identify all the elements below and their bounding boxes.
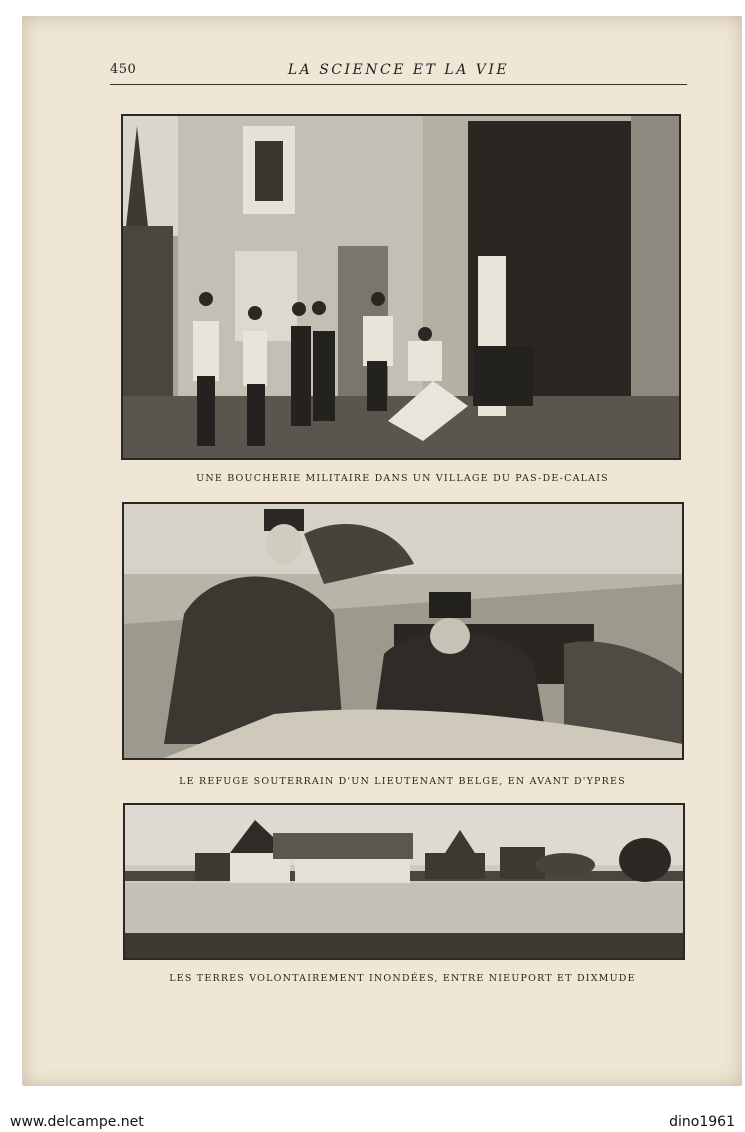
photo-military-butchery (121, 114, 681, 460)
caption-flooded-lands: LES TERRES VOLONTAIREMENT INONDÉES, ENTRE NIEUPORT ET DIXMUDE (169, 973, 636, 984)
watermark-seller: dino1961 (669, 1114, 735, 1130)
page-header (110, 62, 687, 85)
photo-flooded-lands (123, 803, 685, 960)
caption-military-butchery: UNE BOUCHERIE MILITAIRE DANS UN VILLAGE DU PAS-DE-CALAIS (196, 473, 609, 484)
watermark-site: www.delcampe.net (10, 1114, 144, 1130)
page-number: 450 (110, 62, 137, 77)
journal-title: LA SCIENCE ET LA VIE (287, 62, 510, 78)
caption-underground-refuge: LE REFUGE SOUTERRAIN D'UN LIEUTENANT BELGE, EN AVANT D'YPRES (179, 776, 626, 787)
photo-underground-refuge (122, 502, 684, 760)
